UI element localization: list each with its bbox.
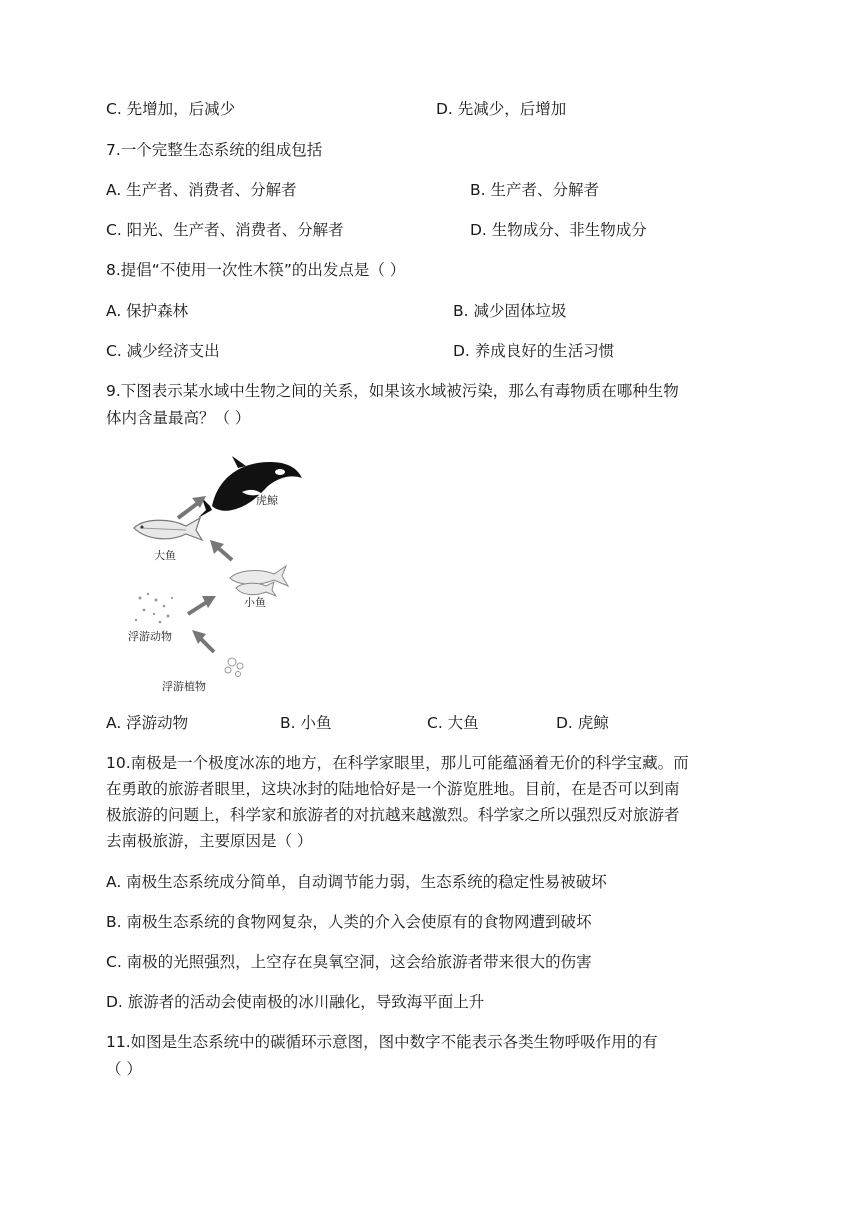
- arrow-zooplankton-to-smallfish: [188, 596, 216, 614]
- big-fish-label: 大鱼: [154, 549, 176, 562]
- q10-option-d: D. 旅游者的活动会使南极的冰川融化，导致海平面上升: [106, 993, 485, 1011]
- food-chain-figure: [120, 448, 320, 698]
- q7-option-b: B. 生产者、分解者: [470, 181, 599, 199]
- q9-option-d: D. 虎鲸: [556, 714, 609, 732]
- q10-stem-line4: 去南极旅游，主要原因是（ ）: [106, 832, 313, 850]
- q7-option-c: C. 阳光、生产者、消费者、分解者: [106, 221, 344, 239]
- arrow-smallfish-to-bigfish: [210, 540, 232, 560]
- q10-option-a: A. 南极生态系统成分简单，自动调节能力弱，生态系统的稳定性易被破坏: [106, 873, 607, 891]
- q9-stem-line2: 体内含量最高？（ ）: [106, 409, 251, 427]
- q8-option-c: C. 减少经济支出: [106, 342, 220, 360]
- zooplankton-label: 浮游动物: [128, 630, 172, 643]
- killer-whale-label: 虎鲸: [256, 494, 278, 507]
- q6-option-d: D. 先减少，后增加: [436, 100, 567, 118]
- q11-stem-line2: （ ）: [106, 1060, 142, 1078]
- q10-stem-line2: 在勇敢的旅游者眼里，这块冰封的陆地恰好是一个游览胜地。目前，在是否可以到南: [106, 780, 680, 798]
- phytoplankton-illustration: [225, 658, 243, 677]
- zooplankton-illustration: [135, 593, 173, 624]
- q8-option-a: A. 保护森林: [106, 302, 189, 320]
- q8-stem: 8.提倡“不使用一次性木筷”的出发点是（ ）: [106, 261, 406, 279]
- q9-stem-line1: 9.下图表示某水域中生物之间的关系，如果该水域被污染，那么有毒物质在哪种生物: [106, 382, 679, 400]
- q9-option-b: B. 小鱼: [280, 714, 332, 732]
- q7-stem: 7.一个完整生态系统的组成包括: [106, 141, 323, 159]
- q8-option-b: B. 减少固体垃圾: [453, 302, 567, 320]
- small-fish-illustration: [230, 566, 288, 596]
- killer-whale-illustration: [198, 456, 302, 518]
- q6-option-c: C. 先增加，后减少: [106, 100, 236, 118]
- q8-option-d: D. 养成良好的生活习惯: [453, 342, 615, 360]
- q10-stem-line1: 10.南极是一个极度冰冻的地方，在科学家眼里，那儿可能蕴涵着无价的科学宝藏。而: [106, 754, 689, 772]
- q7-option-d: D. 生物成分、非生物成分: [470, 221, 647, 239]
- q7-option-a: A. 生产者、消费者、分解者: [106, 181, 297, 199]
- q9-option-c: C. 大鱼: [427, 714, 479, 732]
- big-fish-illustration: [134, 518, 202, 540]
- q10-option-b: B. 南极生态系统的食物网复杂，人类的介入会使原有的食物网遭到破坏: [106, 913, 592, 931]
- q10-option-c: C. 南极的光照强烈，上空存在臭氧空洞，这会给旅游者带来很大的伤害: [106, 953, 592, 971]
- phytoplankton-label: 浮游植物: [162, 680, 206, 693]
- arrow-phytoplankton-to-zooplankton: [192, 630, 214, 652]
- small-fish-label: 小鱼: [244, 596, 266, 609]
- q9-option-a: A. 浮游动物: [106, 714, 189, 732]
- q10-stem-line3: 极旅游的问题上，科学家和旅游者的对抗越来越激烈。科学家之所以强烈反对旅游者: [106, 806, 680, 824]
- q11-stem-line1: 11.如图是生态系统中的碳循环示意图，图中数字不能表示各类生物呼吸作用的有: [106, 1033, 658, 1051]
